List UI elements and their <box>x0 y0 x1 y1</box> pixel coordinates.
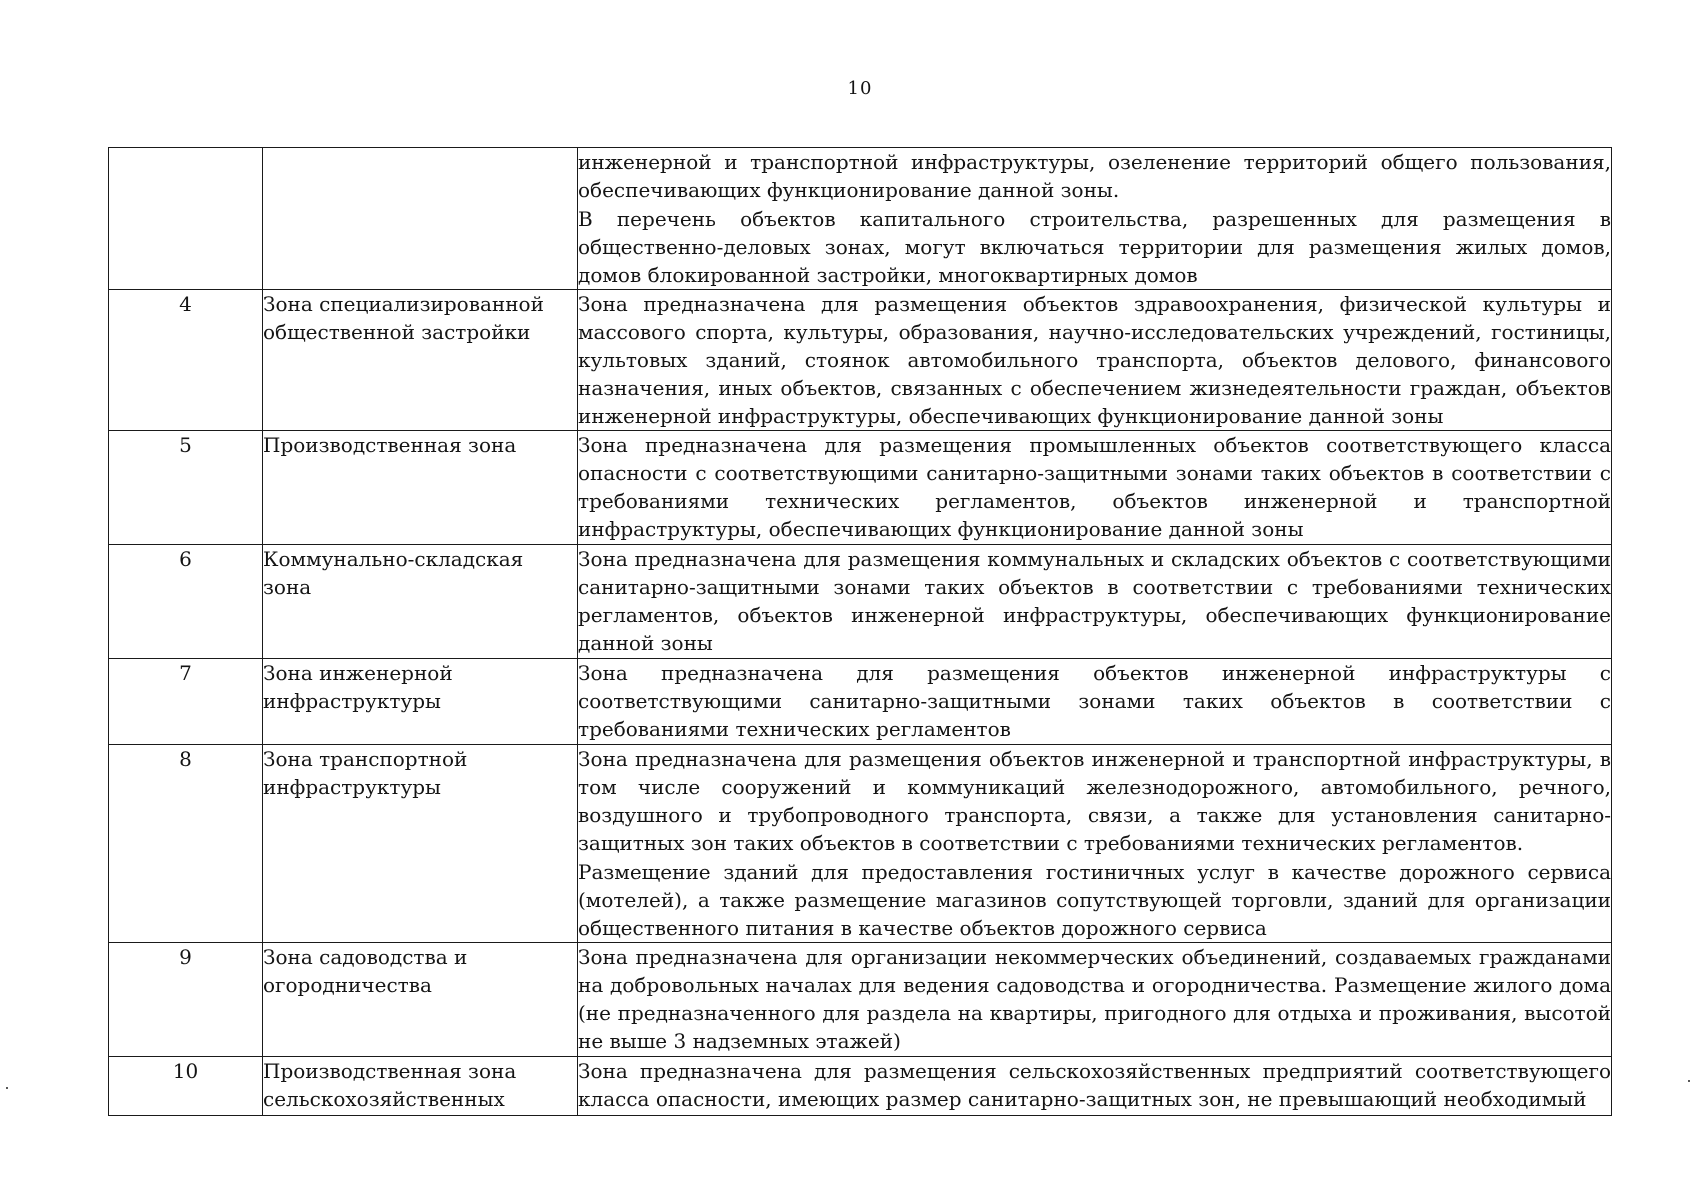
table-row <box>109 148 1612 290</box>
zone-description <box>578 290 1612 431</box>
zone-description <box>578 943 1612 1057</box>
row-number: 6 <box>109 545 263 659</box>
description-paragraph: Зона предназначена для организации некоммерческих объединений, создаваемых гражданами на добровольных началах для ведения садоводства и огородничества. Размещение жилого дома (не предназначенного для раздела на квартиры, пригодного для отдыха и проживания, высотой не выше 3 надземных этажей) <box>578 945 1611 1053</box>
row-number: 5 <box>109 431 263 545</box>
row-number: 8 <box>109 745 263 943</box>
table-row <box>109 1057 1612 1116</box>
zone-name <box>263 148 578 290</box>
row-number <box>109 148 263 290</box>
row-number: 10 <box>109 1057 263 1116</box>
table-row <box>109 943 1612 1057</box>
description-paragraph: инженерной и транспортной инфраструктуры, озеленение территорий общего пользования, обеспечивающих функционирование данной зоны. <box>578 150 1611 202</box>
table-row <box>109 745 1612 943</box>
zone-name: Производственная зона <box>263 431 578 545</box>
description-paragraph: Зона предназначена для размещения коммунальных и складских объектов с соответствующими санитарно-защитными зонами таких объектов в соответствии с требованиями технических регламентов, объектов инженерной инфраструктуры, обеспечивающих функционирование данной зоны <box>578 547 1611 655</box>
zone-description <box>578 659 1612 745</box>
row-number: 7 <box>109 659 263 745</box>
description-paragraph: Зона предназначена для размещения промышленных объектов соответствующего класса опасности с соответствующими санитарно-защитными зонами таких объектов в соответствии с требованиями технических регламентов, объектов инженерной и транспортной инфраструктуры, обеспечивающих функционирование данной зоны <box>578 433 1611 541</box>
zone-name: Зона садоводства и огородничества <box>263 943 578 1057</box>
zone-description <box>578 545 1612 659</box>
description-paragraph: Зона предназначена для размещения сельскохозяйственных предприятий соответствующего класса опасности, имеющих размер санитарно-защитных зон, не превышающий необходимый <box>578 1059 1611 1111</box>
page-number: 10 <box>847 78 873 99</box>
zone-name: Коммунально-складская зона <box>263 545 578 659</box>
description-paragraph: Зона предназначена для размещения объектов инженерной инфраструктуры с соответствующими санитарно-защитными зонами таких объектов в соответствии с требованиями технических регламентов <box>578 661 1611 741</box>
row-number: 4 <box>109 290 263 431</box>
table-row <box>109 431 1612 545</box>
table-row <box>109 659 1612 745</box>
description-paragraph: В перечень объектов капитального строительства, разрешенных для размещения в общественно-деловых зонах, могут включаться территории для размещения жилых домов, домов блокированной застройки, многоквартирных домов <box>578 207 1611 287</box>
table-row <box>109 545 1612 659</box>
row-number: 9 <box>109 943 263 1057</box>
description-paragraph: Размещение зданий для предоставления гостиничных услуг в качестве дорожного сервиса (мотелей), а также размещение магазинов сопутствующей торговли, зданий для организации общественного питания в качестве объектов дорожного сервиса <box>578 860 1611 940</box>
zone-name: Производственная зона сельскохозяйственных <box>263 1057 578 1116</box>
zone-name: Зона транспортной инфраструктуры <box>263 745 578 943</box>
zones-table <box>108 147 1612 1116</box>
description-paragraph: Зона предназначена для размещения объектов инженерной и транспортной инфраструктуры, в том числе сооружений и коммуникаций железнодорожного, автомобильного, речного, воздушного и трубопроводного транспорта, связи, а также для установления санитарно-защитных зон таких объектов в соответствии с требованиями технических регламентов. <box>578 747 1611 855</box>
scan-speck <box>6 1087 8 1089</box>
zone-name: Зона специализированной общественной застройки <box>263 290 578 431</box>
table-row <box>109 290 1612 431</box>
zone-name: Зона инженерной инфраструктуры <box>263 659 578 745</box>
zone-description <box>578 1057 1612 1116</box>
zone-description <box>578 431 1612 545</box>
zone-description <box>578 745 1612 943</box>
zone-description <box>578 148 1612 290</box>
description-paragraph: Зона предназначена для размещения объектов здравоохранения, физической культуры и массового спорта, культуры, образования, научно-исследовательских учреждений, гостиницы, культовых зданий, стоянок автомобильного транспорта, объектов делового, финансового назначения, иных объектов, связанных с обеспечением жизнедеятельности граждан, объектов инженерной инфраструктуры, обеспечивающих функционирование данной зоны <box>578 292 1611 428</box>
scan-speck <box>1688 1080 1690 1082</box>
